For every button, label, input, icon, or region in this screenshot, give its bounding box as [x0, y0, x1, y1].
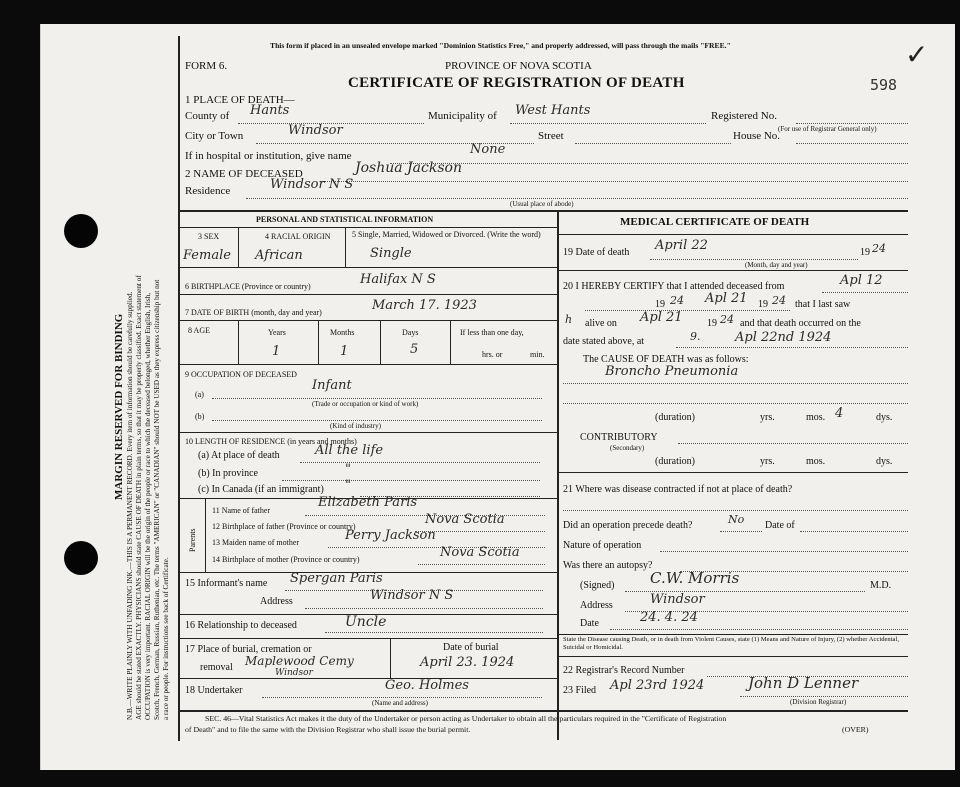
duration-yrs-1: yrs.	[760, 412, 775, 423]
mother-birthplace-value: Nova Scotia	[440, 545, 520, 560]
burial-place-label: 17 Place of burial, cremation or	[185, 644, 312, 655]
footer-over: (OVER)	[842, 725, 869, 734]
margin-instruction-2: AGE should be stated EXACTLY. PHYSICIANS should state CAUSE OF DEATH in plain terms, so that it may be properly classified. Exact statement of	[135, 275, 143, 720]
province-label: PROVINCE OF NOVA SCOTIA	[445, 60, 592, 72]
age-label: 8 AGE	[188, 326, 210, 335]
death-date-label: 19 Date of death	[563, 247, 630, 258]
line2-19b: 19	[758, 299, 768, 310]
municipality-value: West Hants	[515, 103, 591, 118]
pronoun-hw: h	[565, 313, 573, 326]
removal-label: removal	[200, 662, 233, 673]
cause-label: The CAUSE OF DEATH was as follows:	[583, 354, 749, 365]
burial-place-value: Maplewood Cemy	[245, 654, 354, 668]
municipality-label: Municipality of	[428, 110, 497, 122]
margin-instruction-1: N.B.—WRITE PLAINLY WITH UNFADING INK.—THIS IS A PERMANENT RECORD. Every item of information should be carefully supplied.	[126, 291, 134, 720]
duration-label-1: (duration)	[655, 412, 695, 423]
binding-hole-bottom	[64, 541, 98, 575]
filed-label: 23 Filed	[563, 685, 597, 696]
informant-address-label: Address	[260, 596, 293, 607]
at-place-value: All the life	[315, 443, 384, 458]
hospital-value: None	[470, 142, 506, 157]
cause-value: Broncho Pneumonia	[605, 364, 739, 379]
footer-line-2: of Death" and to file the same with the Division Registrar who shall issue the burial permit.	[185, 725, 471, 734]
registered-no-note: (For use of Registrar General only)	[778, 125, 877, 133]
in-province-label: (b) In province	[198, 468, 258, 479]
md-label: M.D.	[870, 580, 892, 591]
document-title: CERTIFICATE OF REGISTRATION OF DEATH	[348, 75, 685, 91]
city-label: City or Town	[185, 130, 244, 142]
father-birthplace-label: 12 Birthplace of father (Province or country)	[212, 522, 356, 531]
burial-date-value: April 23. 1924	[420, 655, 515, 670]
nature-of-operation-label: Nature of operation	[563, 540, 642, 551]
deceased-name-label: 2 NAME OF DECEASED	[185, 168, 303, 180]
registrar-signature: John D Lenner	[748, 674, 859, 692]
occupation-label: 9 OCCUPATION OF DECEASED	[185, 370, 297, 379]
signed-label: (Signed)	[580, 580, 615, 591]
autopsy-label: Was there an autopsy?	[563, 560, 653, 571]
at-place-label: (a) At place of death	[198, 450, 280, 461]
deceased-name-value: Joshua Jackson	[355, 160, 462, 176]
last-saw-label: that I last saw	[795, 299, 851, 310]
less-than-day-label: If less than one day,	[460, 328, 524, 337]
alive-on-label: alive on	[585, 318, 617, 329]
duration-days-value: 4	[835, 406, 844, 421]
physician-address-label: Address	[580, 600, 613, 611]
hrs-label: hrs. or	[482, 350, 503, 359]
birthplace-value: Halifax N S	[360, 272, 436, 287]
line2-year-a: 24	[670, 294, 684, 307]
relationship-label: 16 Relationship to deceased	[185, 620, 297, 631]
mother-name-label: 13 Maiden name of mother	[212, 538, 300, 547]
cert-date-value: 24. 4. 24	[640, 610, 698, 625]
burial-place-town: Windsor	[275, 668, 313, 678]
margin-title: MARGIN RESERVED FOR BINDING	[113, 313, 125, 500]
attended-from-value: Apl 12	[840, 273, 883, 288]
in-canada-value: "	[345, 478, 351, 493]
cert-date-label: Date	[580, 618, 599, 629]
county-value: Hants	[250, 103, 290, 118]
registrar-record-label: 22 Registrar's Record Number	[563, 665, 685, 676]
cause-instructions-note: State the Disease causing Death, or in death from Violent Causes, state (1) Means and Nature of Injury, (2) whether Accidental, Suicidal or Homicidal.	[563, 636, 899, 651]
margin-instruction-3: OCCUPATION is very important. RACIAL ORIGIN will be the origin of the people or race to which the deceased belonged, whether English, Irish,	[144, 292, 152, 720]
alive-on-value: Apl 21	[640, 310, 683, 325]
industry-note: (Kind of industry)	[330, 422, 381, 430]
months-label: Months	[330, 328, 355, 337]
death-date-value: April 22	[655, 238, 708, 253]
burial-date-label: Date of burial	[443, 642, 499, 653]
occupation-a-marker: (a)	[195, 390, 204, 399]
father-name-value: Elizabeth Paris	[318, 495, 418, 510]
duration-label-2: (duration)	[655, 456, 695, 467]
duration-dys-1: dys.	[876, 412, 893, 423]
years-label: Years	[268, 328, 286, 337]
form-number: FORM 6.	[185, 60, 228, 72]
in-province-value: "	[345, 462, 351, 477]
certificate-stamp-number: 598	[870, 76, 898, 94]
marital-label: 5 Single, Married, Widowed or Divorced. (Write the word)	[352, 230, 541, 239]
trade-note: (Trade or occupation or kind of work)	[312, 400, 419, 408]
physician-signature: C.W. Morris	[650, 569, 740, 587]
personal-info-heading: PERSONAL AND STATISTICAL INFORMATION	[256, 215, 434, 224]
medical-heading: MEDICAL CERTIFICATE OF DEATH	[620, 216, 810, 228]
father-birthplace-value: Nova Scotia	[425, 512, 505, 527]
footer-line-1: SEC. 46—Vital Statistics Act makes it the duty of the Undertaker or person acting as Undertaker to obtain all the particulars required in the "Certificate of Registration	[205, 714, 727, 723]
days-label: Days	[402, 328, 419, 337]
duration-yrs-2: yrs.	[760, 456, 775, 467]
check-mark: ✓	[905, 40, 929, 71]
death-year-value: 24	[872, 242, 886, 255]
filed-value: Apl 23rd 1924	[610, 678, 705, 693]
street-label: Street	[538, 130, 564, 142]
residence-label: Residence	[185, 185, 231, 197]
mother-name-value: Perry Jackson	[345, 528, 436, 543]
mother-birthplace-label: 14 Birthplace of mother (Province or country)	[212, 555, 360, 564]
undertaker-value: Geo. Holmes	[385, 678, 469, 693]
racial-origin-label: 4 RACIAL ORIGIN	[265, 232, 331, 241]
physician-address-value: Windsor	[650, 592, 705, 607]
min-label: min.	[530, 350, 545, 359]
marital-value: Single	[370, 246, 412, 261]
residence-note: (Usual place of abode)	[510, 200, 574, 208]
age-years-value: 1	[272, 344, 281, 359]
death-occurred-label: and that death occurred on the	[740, 318, 861, 329]
length-of-residence-label: 10 LENGTH OF RESIDENCE (in years and months)	[185, 437, 357, 446]
informant-address-value: Windsor N S	[370, 588, 454, 603]
line2-year-b: 24	[772, 294, 786, 307]
sex-label: 3 SEX	[198, 232, 220, 241]
line3-19: 19	[707, 318, 717, 329]
operation-value: No	[728, 513, 745, 526]
attended-to-value: Apl 21	[705, 291, 748, 306]
hospital-label: If in hospital or institution, give name	[185, 150, 352, 162]
undertaker-note: (Name and address)	[372, 699, 428, 707]
operation-date-label: Date of	[765, 520, 795, 531]
where-contracted-label: 21 Where was disease contracted if not at place of death?	[563, 484, 793, 495]
county-label: County of	[185, 110, 230, 122]
relationship-value: Uncle	[345, 614, 387, 630]
contributory-label: CONTRIBUTORY	[580, 432, 658, 443]
city-value: Windsor	[288, 123, 343, 138]
occupation-value: Infant	[312, 378, 352, 393]
binding-hole-top	[64, 214, 98, 248]
registered-no-label: Registered No.	[711, 110, 777, 122]
informant-name-label: 15 Informant's name	[185, 578, 268, 589]
birthplace-label: 6 BIRTHPLACE (Province or country)	[185, 282, 311, 291]
occupation-b-marker: (b)	[195, 412, 205, 421]
undertaker-label: 18 Undertaker	[185, 685, 243, 696]
in-canada-label: (c) In Canada (if an immigrant)	[198, 484, 324, 495]
duration-dys-2: dys.	[876, 456, 893, 467]
duration-mos-1: mos.	[806, 412, 826, 423]
mail-notice: This form if placed in an unsealed envelope marked "Dominion Statistics Free," and properly addressed, will pass through the mails "FREE."	[270, 41, 731, 50]
registrar-note: (Division Registrar)	[790, 698, 847, 706]
duration-mos-2: mos.	[806, 456, 826, 467]
residence-value: Windsor N S	[270, 177, 354, 192]
date-above-label: date stated above, at	[563, 336, 645, 347]
death-year-prefix: 19	[860, 247, 870, 258]
death-date-above-value: Apl 22nd 1924	[735, 330, 832, 345]
parents-side-label: Parents	[188, 528, 197, 552]
secondary-note: (Secondary)	[610, 444, 645, 452]
age-days-value: 5	[410, 342, 419, 357]
age-months-value: 1	[340, 344, 349, 359]
father-name-label: 11 Name of father	[212, 506, 271, 515]
dob-label: 7 DATE OF BIRTH (month, day and year)	[185, 308, 322, 317]
sex-value: Female	[183, 248, 231, 263]
certify-label: 20 I HEREBY CERTIFY that I attended deceased from	[563, 281, 785, 292]
racial-origin-value: African	[255, 248, 303, 263]
place-of-death-heading: 1 PLACE OF DEATH—	[185, 94, 295, 106]
time-value: 9.	[690, 330, 701, 343]
death-date-note: (Month, day and year)	[745, 261, 808, 269]
informant-name-value: Spergan Paris	[290, 571, 383, 586]
margin-instruction-5: a race or people. For instructions see back of Certificate.	[162, 557, 170, 720]
house-no-label: House No.	[733, 130, 781, 142]
line2-19a: 19	[655, 299, 665, 310]
operation-label: Did an operation precede death?	[563, 520, 693, 531]
line3-year: 24	[720, 313, 734, 326]
margin-instruction-4: Scotch, French, German, Russian, Ruthenian, etc. The terms "AMERICAN" or "CANADIAN" should NOT be USED as they express citizenship but not	[153, 279, 161, 720]
dob-value: March 17. 1923	[372, 298, 477, 313]
